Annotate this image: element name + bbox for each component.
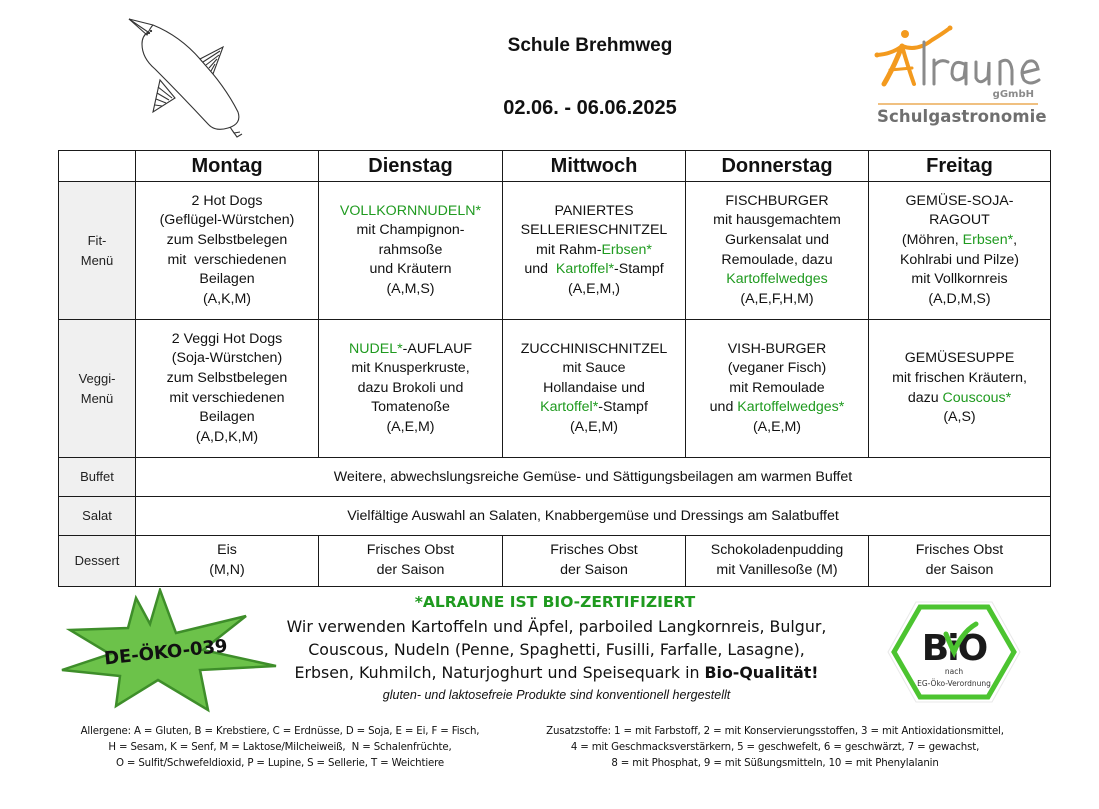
additive-line: 8 = mit Phosphat, 9 = mit Süßungsmitteln, 10 = mit Phenylalanin xyxy=(611,758,939,769)
fit-menu-row xyxy=(59,182,1051,320)
veggi-mittwoch: ZUCCHINISCHNITZEL mit Sauce Hollandaise und Kartoffel*-Stampf (A,E,M) xyxy=(503,320,686,458)
veggi-donnerstag: VISH-BURGER (veganer Fisch) mit Remoulade und Kartoffelwedges* (A,E,M) xyxy=(686,320,869,458)
school-name: Schule Brehmweg xyxy=(507,35,673,56)
allergen-line: O = Sulfit/Schwefeldioxid, P = Lupine, S = Sellerie, T = Weichtiere xyxy=(115,758,445,769)
bio-certified-headline: *ALRAUNE IST BIO-ZERTIFIZIERT xyxy=(414,593,696,611)
veggi-menu-row xyxy=(59,320,1051,458)
additives-legend xyxy=(540,724,1010,772)
salat-text: Vielfältige Auswahl an Salaten, Knabbergemüse und Dressings am Salatbuffet xyxy=(136,497,1051,536)
fit-montag: 2 Hot Dogs (Geflügel-Würstchen) zum Selbstbelegen mit verschiedenen Beilagen (A,K,M) xyxy=(136,182,319,320)
bio-text-line: Erbsen, Kuhmilch, Naturjoghurt und Speisequark in Bio-Qualität! xyxy=(294,663,819,682)
conventional-note: gluten- und laktosefreie Produkte sind konventionell hergestellt xyxy=(382,688,731,702)
logo-tagline: Schulgastronomie xyxy=(877,107,1047,126)
logo-divider xyxy=(878,103,1038,105)
fit-freitag: GEMÜSE-SOJA- RAGOUT (Möhren, Erbsen*, Kohlrabi und Pilze) mit Vollkornreis (A,D,M,S) xyxy=(869,182,1051,320)
day-header: Donnerstag xyxy=(686,151,869,182)
bio-item: Kartoffel* xyxy=(540,399,599,416)
fit-donnerstag: FISCHBURGER mit hausgemachtem Gurkensalat und Remoulade, dazu Kartoffelwedges (A,E,F,H,M) xyxy=(686,182,869,320)
veggi-dienstag: NUDEL*-AUFLAUF mit Knusperkruste, dazu Brokoli und Tomatenoße (A,E,M) xyxy=(319,320,503,458)
dessert-donnerstag: Schokoladenpudding mit Vanillesoße (M) xyxy=(686,536,869,587)
weekly-menu-table xyxy=(58,150,1051,587)
oeko-control-badge xyxy=(58,588,283,713)
veggi-freitag: GEMÜSESUPPE mit frischen Kräutern, dazu Couscous* (A,S) xyxy=(869,320,1051,458)
alraune-logo xyxy=(872,22,1047,132)
bio-item: Erbsen* xyxy=(601,241,652,258)
bio-text-line: Wir verwenden Kartoffeln und Äpfel, parboiled Langkornreis, Bulgur, xyxy=(286,617,827,636)
bio-item: Kartoffel* xyxy=(555,261,614,278)
buffet-text: Weitere, abwechslungsreiche Gemüse- und Sättigungsbeilagen am warmen Buffet xyxy=(136,458,1051,497)
bio-item: VOLLKORNNUDELN* xyxy=(339,202,482,219)
bio-item: Couscous* xyxy=(942,389,1012,406)
day-header: Freitag xyxy=(869,151,1051,182)
date-range: 02.06. - 06.06.2025 xyxy=(503,97,677,119)
row-label-fit: Fit- Menü xyxy=(59,182,136,320)
bio-word: BiO xyxy=(921,628,987,669)
bio-seal-regulation: EG-Öko-Verordnung xyxy=(917,679,991,688)
row-label-veggi: Veggi- Menü xyxy=(59,320,136,458)
allergen-line: H = Sesam, K = Senf, M = Laktose/Milcheiweiß, N = Schalenfrüchte, xyxy=(108,742,452,753)
additive-line: 4 = mit Geschmacksverstärkern, 5 = geschwefelt, 6 = geschwärzt, 7 = gewachst, xyxy=(570,742,980,753)
row-label-dessert: Dessert xyxy=(59,536,136,587)
buffet-row xyxy=(59,458,1051,497)
bio-item: Kartoffelwedges xyxy=(726,271,828,288)
row-label-salat: Salat xyxy=(59,497,136,536)
dessert-row xyxy=(59,536,1051,587)
badge-text: DE-ÖKO-039 xyxy=(103,635,229,670)
allergen-legend xyxy=(70,724,490,772)
bio-text-line: Couscous, Nudeln (Penne, Spaghetti, Fusilli, Farfalle, Lasagne), xyxy=(308,640,805,659)
fit-mittwoch: PANIERTES SELLERIESCHNITZEL mit Rahm-Erbsen* und Kartoffel*-Stampf (A,E,M,) xyxy=(503,182,686,320)
row-label-buffet: Buffet xyxy=(59,458,136,497)
header-row xyxy=(59,151,1051,182)
dessert-mittwoch: Frisches Obst der Saison xyxy=(503,536,686,587)
additive-line: Zusatzstoffe: 1 = mit Farbstoff, 2 = mit Konservierungsstoffen, 3 = mit Antioxidationsmittel, xyxy=(546,726,1004,737)
bio-ingredients-text xyxy=(284,615,829,684)
bio-seal-nach: nach xyxy=(944,667,964,676)
bio-item: Erbsen* xyxy=(962,231,1014,248)
dessert-dienstag: Frisches Obst der Saison xyxy=(319,536,503,587)
salat-row xyxy=(59,497,1051,536)
logo-gmbh: gGmbH xyxy=(992,89,1034,100)
bio-seal-icon xyxy=(884,598,1024,706)
bio-item: NUDEL* xyxy=(349,340,403,357)
veggi-montag: 2 Veggi Hot Dogs (Soja-Würstchen) zum Selbstbelegen mit verschiedenen Beilagen (A,D,K,M) xyxy=(136,320,319,458)
fit-dienstag: VOLLKORNNUDELN* mit Champignon- rahmsoße und Kräutern (A,M,S) xyxy=(319,182,503,320)
bio-item: Kartoffelwedges* xyxy=(737,399,845,416)
day-header: Montag xyxy=(136,151,319,182)
allergen-line: Allergene: A = Gluten, B = Krebstiere, C = Erdnüsse, D = Soja, E = Ei, F = Fisch, xyxy=(80,726,480,737)
day-header: Mittwoch xyxy=(503,151,686,182)
dessert-montag: Eis (M,N) xyxy=(136,536,319,587)
bird-illustration xyxy=(120,14,260,149)
dessert-freitag: Frisches Obst der Saison xyxy=(869,536,1051,587)
alraune-wordmark-icon xyxy=(872,22,1042,88)
corner-cell xyxy=(59,151,136,182)
day-header: Dienstag xyxy=(319,151,503,182)
